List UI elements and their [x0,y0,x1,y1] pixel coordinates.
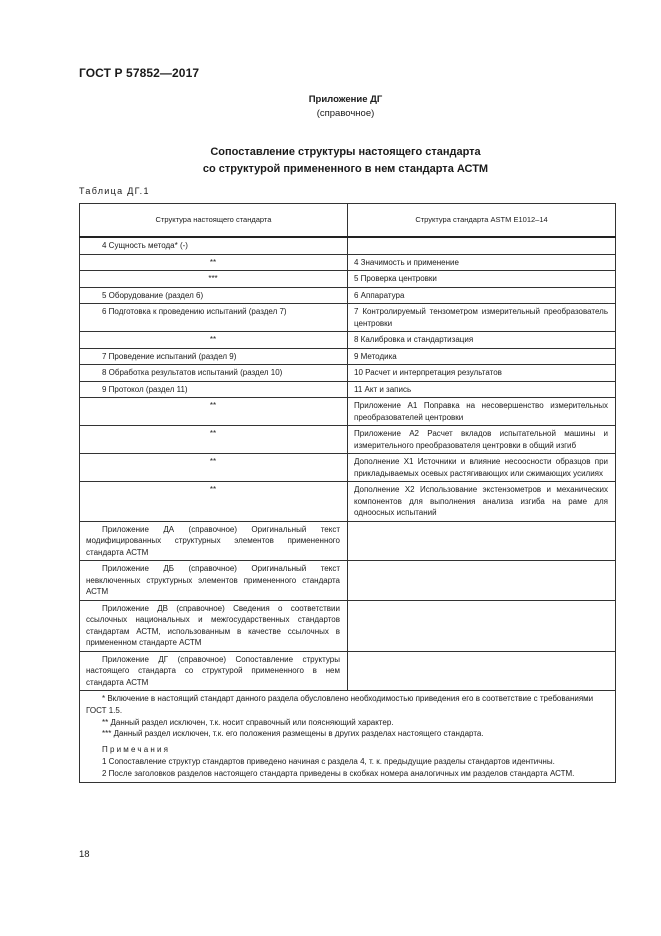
document-title [0,144,661,178]
appendix-row [80,521,616,561]
table-row [80,271,616,288]
table-row [80,348,616,365]
notes-cell [80,691,616,783]
cell-this-standard: ** [80,398,348,426]
table-row [80,287,616,304]
title-line-1: Сопоставление структуры настоящего стандарта [210,146,481,158]
appendix-title: Приложение ДГ [308,94,383,105]
appendix-text: Приложение ДГ (справочное) Сопоставление структуры настоящего стандарта со структурой примененного в нем стандарта АСТМ [86,654,340,687]
cell-this-standard: 7 Проведение испытаний (раздел 9) [80,348,348,365]
footnote: *** Данный раздел исключен, т.к. его положения размещены в других разделах настоящего стандарта. [102,729,484,739]
cell-this-standard: *** [80,271,348,288]
note: 1 Сопоставление структур стандартов приведено начиная с раздела 4, т. к. предыдущие разделы стандартов идентичны. [102,756,555,766]
cell-appendix-astm [348,600,616,651]
cell-this-standard: 5 Оборудование (раздел 6) [80,287,348,304]
standard-id: ГОСТ Р 57852—2017 [79,66,200,80]
table-row [80,365,616,382]
appendix-heading [0,93,661,121]
header-astm-standard: Структура стандарта ASTM E1012–14 [348,204,616,238]
cell-appendix-this-standard [80,651,348,691]
cell-astm-standard: 4 Значимость и применение [348,254,616,271]
table-body [80,237,616,782]
cell-this-standard: ** [80,426,348,454]
table-row [80,332,616,349]
cell-appendix-this-standard [80,600,348,651]
appendix-row [80,651,616,691]
appendix-text: Приложение ДА (справочное) Оригинальный текст модифицированных структурных элементов примененного стандарта АСТМ [86,524,340,557]
page-number: 18 [79,849,90,860]
cell-astm-standard: 7 Контролируемый тензометром измерительный преобразователь центровки [348,304,616,332]
comparison-table [79,203,616,783]
cell-astm-standard: 5 Проверка центровки [348,271,616,288]
cell-astm-standard: Дополнение X1 Источники и влияние несоосности образцов при прикладываемых осевых растягивающих или сжимающих усилиях [348,454,616,482]
table-row [80,426,616,454]
table-row [80,254,616,271]
appendix-row [80,600,616,651]
cell-astm-standard: Приложение А2 Расчет вкладов испытательной машины и измерительного преобразователя центровки в общий изгиб [348,426,616,454]
cell-astm-standard: 8 Калибровка и стандартизация [348,332,616,349]
table-row [80,398,616,426]
cell-astm-standard: 6 Аппаратура [348,287,616,304]
appendix-text: Приложение ДБ (справочное) Оригинальный текст невключенных структурных элементов примененного стандарта АСТМ [86,564,340,596]
cell-astm-standard [348,237,616,254]
cell-appendix-astm [348,521,616,561]
cell-this-standard: 4 Сущность метода* (-) [80,237,348,254]
note: 2 После заголовков разделов настоящего стандарта приведены в скобках номера аналогичных им разделов стандарта АСТМ. [102,768,575,778]
cell-astm-standard: 11 Акт и запись [348,381,616,398]
header-this-standard: Структура настоящего стандарта [80,204,348,238]
footnote: * Включение в настоящий стандарт данного раздела обусловлено необходимостью приведения его в соответствие с требованиями ГОСТ 1.5. [86,694,594,715]
appendix-row [80,561,616,601]
cell-this-standard: ** [80,332,348,349]
cell-this-standard: ** [80,482,348,522]
cell-astm-standard: 9 Методика [348,348,616,365]
cell-appendix-this-standard [80,521,348,561]
cell-astm-standard: 10 Расчет и интерпретация результатов [348,365,616,382]
table-row [80,454,616,482]
table-row [80,482,616,522]
cell-appendix-this-standard [80,561,348,601]
table-header-row [80,204,616,238]
cell-this-standard: 8 Обработка результатов испытаний (раздел 10) [80,365,348,382]
cell-appendix-astm [348,561,616,601]
footnote: ** Данный раздел исключен, т.к. носит справочный или поясняющий характер. [102,717,394,727]
title-line-2: со структурой примененного в нем стандарта АСТМ [202,163,489,175]
cell-astm-standard: Приложение А1 Поправка на несовершенство измерительных преобразователей центровки [348,398,616,426]
cell-this-standard: 9 Протокол (раздел 11) [80,381,348,398]
table-caption: Таблица ДГ.1 [79,186,150,196]
cell-this-standard: 6 Подготовка к проведению испытаний (раздел 7) [80,304,348,332]
cell-this-standard: ** [80,254,348,271]
notes-heading: Примечания [102,745,171,755]
notes-row [80,691,616,783]
appendix-type: (справочное) [316,108,375,119]
cell-this-standard: ** [80,454,348,482]
table-row [80,237,616,254]
table-row [80,304,616,332]
cell-appendix-astm [348,651,616,691]
table-row [80,381,616,398]
cell-astm-standard: Дополнение X2 Использование экстензометров и механических компонентов для выполнения анализа изгиба на раме для одноосных испытаний [348,482,616,522]
appendix-text: Приложение ДВ (справочное) Сведения о соответствии ссылочных национальных и межгосударственных стандартов стандартам АСТМ, использованным в качестве ссылочных в примененном стандарте АСТМ [86,603,340,647]
